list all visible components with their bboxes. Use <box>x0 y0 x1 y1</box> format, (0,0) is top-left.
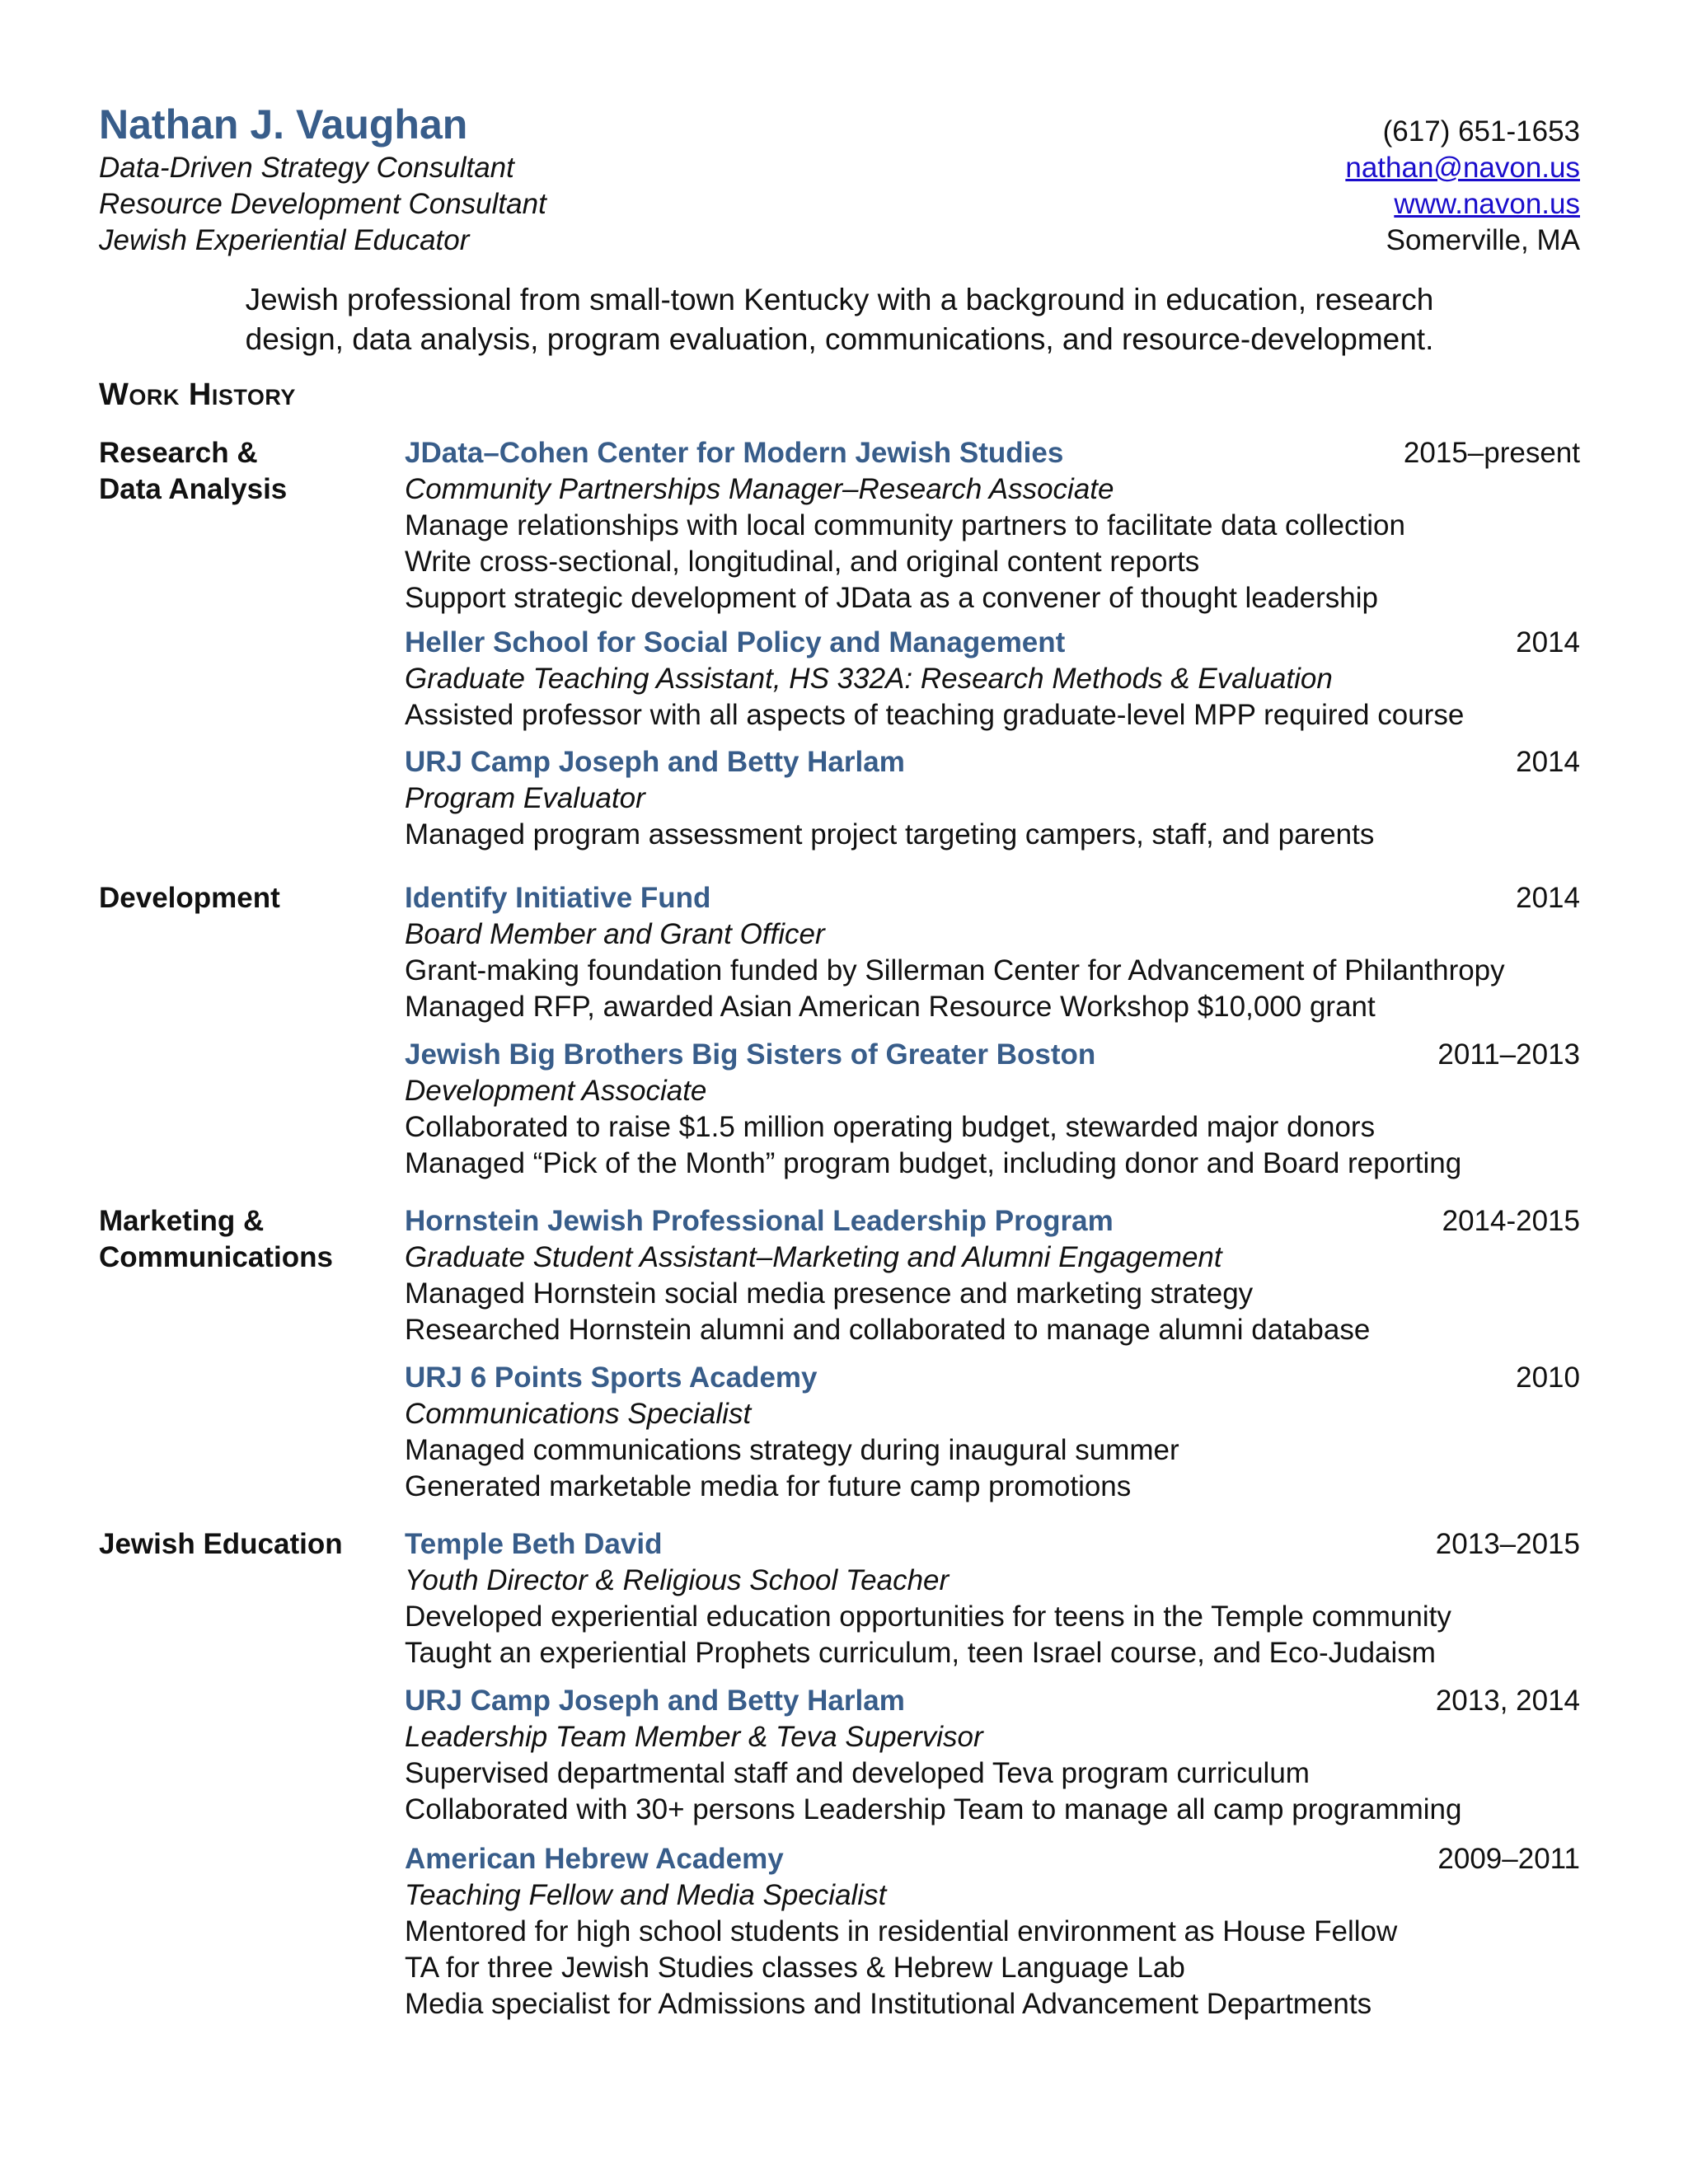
job-header-row <box>405 1841 1580 1877</box>
job-description-line: Write cross-sectional, longitudinal, and original content reports <box>405 546 1200 578</box>
professional-titles <box>99 150 546 259</box>
category-label <box>99 1526 379 1563</box>
category-line: Marketing & <box>99 1205 265 1237</box>
category-line: Development <box>99 882 280 914</box>
job-description-line: Developed experiential education opportunities for teens in the Temple community <box>405 1601 1451 1633</box>
job-description-line: Managed program assessment project targeting campers, staff, and parents <box>405 818 1375 851</box>
job-description-line: Managed “Pick of the Month” program budget, including donor and Board reporting <box>405 1147 1462 1179</box>
job-description-line: Taught an experiential Prophets curriculum, teen Israel course, and Eco-Judaism <box>405 1637 1436 1669</box>
organization-name: URJ 6 Points Sports Academy <box>405 1361 818 1394</box>
job-header-row <box>405 1037 1580 1073</box>
organization-name: Heller School for Social Policy and Management <box>405 626 1066 658</box>
job-role: Leadership Team Member & Teva Supervisor <box>405 1721 983 1753</box>
organization-name: Jewish Big Brothers Big Sisters of Greater Boston <box>405 1038 1096 1071</box>
job-description-line: Grant-making foundation funded by Sillerman Center for Advancement of Philanthropy <box>405 954 1505 987</box>
category-line: Communications <box>99 1241 333 1273</box>
job-dates: 2009–2011 <box>1437 1843 1580 1875</box>
job-role: Communications Specialist <box>405 1398 752 1430</box>
job-dates: 2014 <box>1516 626 1580 658</box>
job-dates: 2013, 2014 <box>1435 1685 1580 1717</box>
job-header-row <box>405 1360 1580 1396</box>
organization-name: American Hebrew Academy <box>405 1843 784 1875</box>
job-entry <box>405 435 1580 616</box>
job-description-line: Managed RFP, awarded Asian American Resource Workshop $10,000 grant <box>405 991 1376 1023</box>
category-label <box>99 435 379 508</box>
organization-name: JData–Cohen Center for Modern Jewish Studies <box>405 437 1064 469</box>
job-description-line: Support strategic development of JData as a convener of thought leadership <box>405 582 1379 614</box>
resume-page <box>99 0 1580 2020</box>
job-description-line: Assisted professor with all aspects of teaching graduate-level MPP required course <box>405 699 1465 731</box>
job-header-row <box>405 1526 1580 1563</box>
job-entry <box>405 625 1580 733</box>
organization-name: URJ Camp Joseph and Betty Harlam <box>405 1685 905 1717</box>
job-entry <box>405 1037 1580 1182</box>
job-role: Program Evaluator <box>405 782 645 814</box>
category-line: Research & <box>99 437 258 469</box>
job-dates: 2013–2015 <box>1435 1528 1580 1560</box>
job-dates: 2010 <box>1516 1361 1580 1394</box>
location: Somerville, MA <box>1386 224 1580 256</box>
category-label <box>99 880 379 916</box>
job-dates: 2015–present <box>1403 437 1580 469</box>
title-line: Data-Driven Strategy Consultant <box>99 152 514 184</box>
job-description-line: Generated marketable media for future camp promotions <box>405 1470 1132 1502</box>
job-header-row <box>405 1203 1580 1240</box>
job-description-line: Collaborated to raise $1.5 million operating budget, stewarded major donors <box>405 1111 1376 1143</box>
organization-name: Identify Initiative Fund <box>405 882 711 914</box>
summary-line: design, data analysis, program evaluation, communications, and resource-development. <box>245 322 1434 356</box>
job-role: Board Member and Grant Officer <box>405 918 825 950</box>
job-header-row <box>405 435 1580 471</box>
organization-name: Hornstein Jewish Professional Leadership Program <box>405 1205 1114 1237</box>
job-entry <box>405 1526 1580 1671</box>
job-entry <box>405 1683 1580 1828</box>
job-role: Youth Director & Religious School Teacher <box>405 1564 950 1596</box>
summary <box>99 280 1580 359</box>
job-description-line: Media specialist for Admissions and Institutional Advancement Departments <box>405 1988 1372 2020</box>
job-header-row <box>405 880 1580 916</box>
job-role: Development Associate <box>405 1075 707 1107</box>
job-dates: 2014-2015 <box>1442 1205 1580 1237</box>
job-dates: 2014 <box>1516 882 1580 914</box>
job-description-line: Mentored for high school students in residential environment as House Fellow <box>405 1915 1398 1947</box>
job-description-line: Manage relationships with local community partners to facilitate data collection <box>405 509 1405 541</box>
job-dates: 2011–2013 <box>1437 1038 1580 1071</box>
category-label <box>99 1203 379 1276</box>
job-role: Graduate Student Assistant–Marketing and Alumni Engagement <box>405 1241 1222 1273</box>
job-entry <box>405 1841 1580 2022</box>
work-history-heading: Work History <box>99 377 296 412</box>
job-role: Graduate Teaching Assistant, HS 332A: Research Methods & Evaluation <box>405 663 1333 695</box>
job-header-row <box>405 625 1580 661</box>
job-entry <box>405 880 1580 1025</box>
resume-header <box>99 0 1580 264</box>
job-description-line: Researched Hornstein alumni and collaborated to manage alumni database <box>405 1314 1371 1346</box>
email-link[interactable]: nathan@navon.us <box>1345 152 1580 184</box>
job-description-line: Managed Hornstein social media presence and marketing strategy <box>405 1277 1254 1310</box>
job-header-row <box>405 1683 1580 1719</box>
job-header-row <box>405 744 1580 780</box>
organization-name: Temple Beth David <box>405 1528 663 1560</box>
title-line: Jewish Experiential Educator <box>99 224 470 256</box>
title-line: Resource Development Consultant <box>99 188 546 220</box>
organization-name: URJ Camp Joseph and Betty Harlam <box>405 746 905 778</box>
contact-block <box>1345 114 1580 259</box>
job-description-line: Collaborated with 30+ persons Leadership Team to manage all camp programming <box>405 1793 1462 1825</box>
job-dates: 2014 <box>1516 746 1580 778</box>
job-description-line: Supervised departmental staff and developed Teva program curriculum <box>405 1757 1310 1789</box>
job-role: Community Partnerships Manager–Research Associate <box>405 473 1114 505</box>
category-line: Jewish Education <box>99 1528 343 1560</box>
summary-line: Jewish professional from small-town Kentucky with a background in education, research <box>245 283 1434 316</box>
category-line: Data Analysis <box>99 473 288 505</box>
candidate-name: Nathan J. Vaughan <box>99 101 468 148</box>
job-entry <box>405 744 1580 853</box>
job-entry <box>405 1203 1580 1348</box>
phone-number: (617) 651-1653 <box>1382 115 1580 148</box>
job-description-line: Managed communications strategy during inaugural summer <box>405 1434 1179 1466</box>
website-link[interactable]: www.navon.us <box>1394 188 1580 220</box>
job-description-line: TA for three Jewish Studies classes & Hebrew Language Lab <box>405 1952 1185 1984</box>
job-role: Teaching Fellow and Media Specialist <box>405 1879 887 1911</box>
job-entry <box>405 1360 1580 1505</box>
